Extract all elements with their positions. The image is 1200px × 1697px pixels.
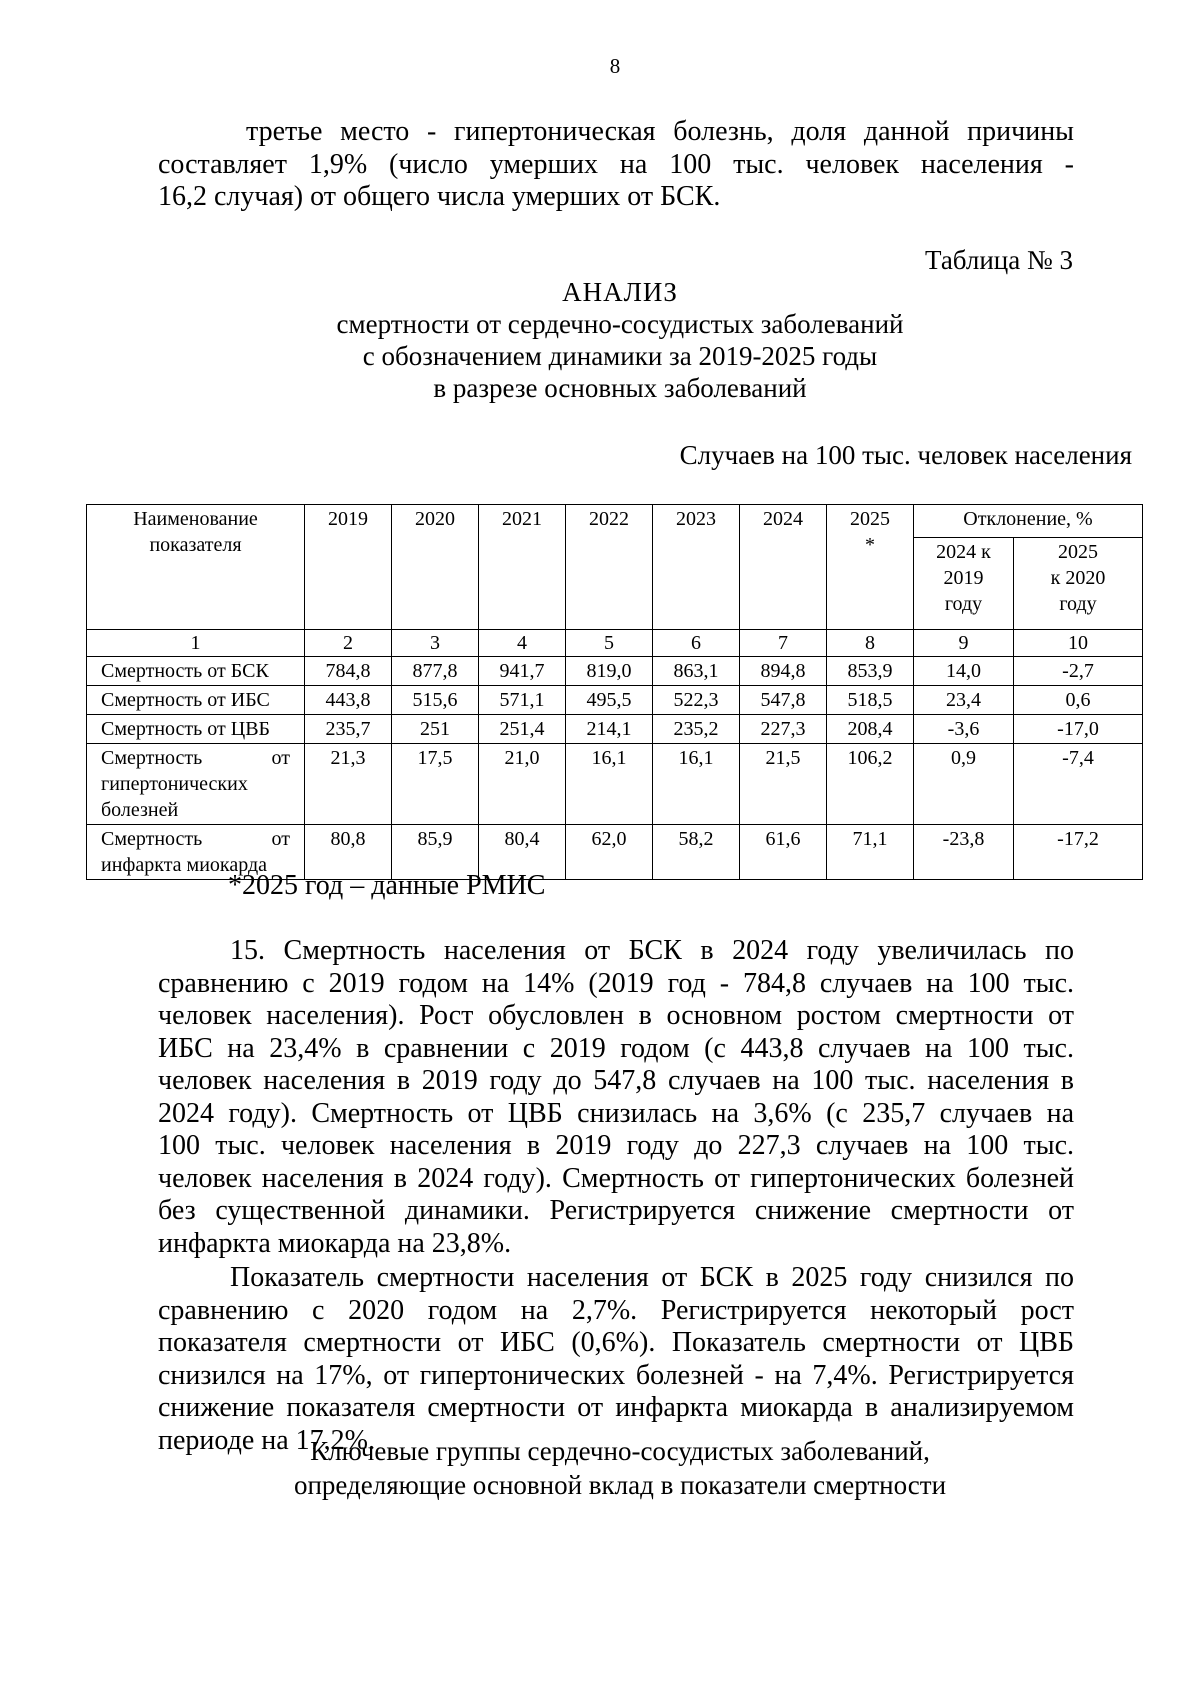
- footnote-mark: *: [865, 534, 875, 556]
- mortality-table: [86, 504, 1143, 880]
- text-line: 15. Смертность населения от БСК в 2024 году увеличилась по: [230, 935, 1074, 966]
- text-line: Показатель смертности населения от БСК в 2025 году снизился по: [230, 1262, 1074, 1293]
- table-cell: 61,6: [740, 825, 827, 880]
- header-text: году: [1059, 592, 1097, 615]
- text-line: третье место - гипертоническая болезнь, доля данной причины: [246, 116, 1074, 147]
- table-cell: 941,7: [479, 657, 566, 686]
- header-year: 2023: [653, 505, 740, 630]
- table-footnote: *2025 год – данные РМИС: [228, 870, 546, 901]
- text-line: ИБС на 23,4% в сравнении с 2019 годом (с 443,8 случаев на 100 тыс.: [158, 1032, 1074, 1064]
- table-cell: 85,9: [392, 825, 479, 880]
- column-number-row: [87, 630, 1143, 657]
- table-cell: 21,0: [479, 744, 566, 825]
- text-line: 16,2 случая) от общего числа умерших от БСК.: [158, 181, 721, 212]
- row-label-word: Смертность: [101, 747, 203, 769]
- table-row: [87, 744, 1143, 825]
- row-label-line: гипертонических: [101, 773, 248, 795]
- table-cell: 214,1: [566, 715, 653, 744]
- column-number: 9: [914, 630, 1014, 657]
- row-label-line: [101, 826, 290, 852]
- text-line: 2024 году). Смертность от ЦВБ снизилась на 3,6% (с 235,7 случаев на: [158, 1097, 1074, 1129]
- table-cell: -17,2: [1014, 825, 1143, 880]
- table-cell: 853,9: [827, 657, 914, 686]
- table-cell: 62,0: [566, 825, 653, 880]
- header-year: 2022: [566, 505, 653, 630]
- row-label: Смертность от ИБС: [87, 686, 305, 715]
- table-cell: -7,4: [1014, 744, 1143, 825]
- section-heading: [240, 1434, 1000, 1502]
- column-number: 1: [87, 630, 305, 657]
- header-text: Наименование: [133, 508, 258, 530]
- table-number: Таблица № 3: [925, 245, 1073, 275]
- text-line: человек населения в 2024 году). Смертность от гипертонических болезней: [158, 1162, 1074, 1194]
- text-line: сравнению с 2019 годом на 14% (2019 год - 784,8 случаев на 100 тыс.: [158, 967, 1074, 999]
- text-line: снизился на 17%, от гипертонических болезней - на 7,4%. Регистрируется: [158, 1359, 1074, 1391]
- table-title: [250, 276, 990, 404]
- column-number: 4: [479, 630, 566, 657]
- text-line: показателя смертности от ИБС (0,6%). Показатель смертности от ЦВБ: [158, 1327, 1074, 1358]
- table-cell: 58,2: [653, 825, 740, 880]
- column-number: 8: [827, 630, 914, 657]
- page-number: 8: [609, 54, 621, 78]
- row-label-line: инфаркта миокарда: [101, 854, 267, 876]
- table-row: [87, 715, 1143, 744]
- header-text: показателя: [149, 534, 242, 556]
- table-cell: -23,8: [914, 825, 1014, 880]
- table-cell: 16,1: [653, 744, 740, 825]
- header-indicator-name: [87, 505, 305, 630]
- table-cell: 877,8: [392, 657, 479, 686]
- header-text: 2019: [943, 566, 984, 589]
- table-cell: 21,3: [305, 744, 392, 825]
- table-row: [87, 686, 1143, 715]
- row-label: Смертность от ЦВБ: [87, 715, 305, 744]
- header-year-2025: [827, 505, 914, 630]
- column-number: 2: [305, 630, 392, 657]
- header-year: 2019: [305, 505, 392, 630]
- paragraph-15: [158, 935, 1074, 1260]
- text-line: снижение показателя смертности от инфаркта миокарда в анализируемом: [158, 1392, 1074, 1423]
- row-label-word: от: [271, 747, 290, 769]
- table-cell: 71,1: [827, 825, 914, 880]
- table-cell: 80,8: [305, 825, 392, 880]
- table-cell: 522,3: [653, 686, 740, 715]
- header-text: 2025: [1058, 540, 1098, 563]
- table-cell: 235,2: [653, 715, 740, 744]
- header-text: 2025: [850, 508, 890, 530]
- table-title-line: смертности от сердечно-сосудистых заболеваний: [336, 309, 904, 339]
- header-deviation: Отклонение, %: [914, 505, 1143, 538]
- table-cell: 14,0: [914, 657, 1014, 686]
- table-row: [87, 657, 1143, 686]
- row-label-word: от: [271, 828, 290, 850]
- header-text: к 2020: [1050, 566, 1106, 589]
- text-line: человек населения в 2019 году до 547,8 случаев на 100 тыс. населения в: [158, 1065, 1074, 1096]
- row-label-line: [101, 745, 290, 771]
- table-header-row: [87, 505, 1143, 538]
- column-number: 5: [566, 630, 653, 657]
- row-label: Смертность от БСК: [87, 657, 305, 686]
- header-year: 2024: [740, 505, 827, 630]
- row-label-line: болезней: [101, 799, 179, 821]
- table-cell: 784,8: [305, 657, 392, 686]
- table-cell: 17,5: [392, 744, 479, 825]
- table-cell: 571,1: [479, 686, 566, 715]
- section-heading-line: определяющие основной вклад в показатели смертности: [293, 1470, 947, 1500]
- table-cell: 443,8: [305, 686, 392, 715]
- text-line: без существенной динамики. Регистрируется снижение смертности от: [158, 1195, 1074, 1226]
- intro-paragraph: [158, 116, 1074, 214]
- row-label-word: Смертность: [101, 828, 203, 850]
- table-cell: 515,6: [392, 686, 479, 715]
- table-cell: 16,1: [566, 744, 653, 825]
- header-deviation-2024-2019: [914, 537, 1014, 629]
- table-cell: 0,9: [914, 744, 1014, 825]
- table-cell: 518,5: [827, 686, 914, 715]
- table-cell: 495,5: [566, 686, 653, 715]
- units-note: Случаев на 100 тыс. человек населения: [679, 440, 1132, 470]
- paragraph-16: [158, 1262, 1074, 1457]
- table-title-line: в разрезе основных заболеваний: [433, 373, 807, 403]
- table-cell: 251,4: [479, 715, 566, 744]
- text-line: сравнению с 2020 годом на 2,7%. Регистрируется некоторый рост: [158, 1294, 1074, 1326]
- header-text: году: [944, 592, 983, 615]
- column-number: 3: [392, 630, 479, 657]
- table-cell: 23,4: [914, 686, 1014, 715]
- table-cell: 0,6: [1014, 686, 1143, 715]
- column-number: 6: [653, 630, 740, 657]
- table-title-main: АНАЛИЗ: [562, 277, 678, 307]
- section-heading-line: Ключевые группы сердечно-сосудистых заболеваний,: [310, 1436, 930, 1466]
- header-text: 2024 к: [936, 540, 991, 563]
- table-cell: 21,5: [740, 744, 827, 825]
- header-year: 2021: [479, 505, 566, 630]
- table-title-line: с обозначением динамики за 2019-2025 годы: [362, 341, 878, 371]
- table-cell: -17,0: [1014, 715, 1143, 744]
- header-year: 2020: [392, 505, 479, 630]
- table-cell: 80,4: [479, 825, 566, 880]
- row-label: [87, 744, 305, 825]
- column-number: 7: [740, 630, 827, 657]
- table-cell: 208,4: [827, 715, 914, 744]
- text-line: составляет 1,9% (число умерших на 100 тыс. человек населения -: [158, 148, 1074, 180]
- table-cell: 251: [392, 715, 479, 744]
- text-line: инфаркта миокарда на 23,8%.: [158, 1227, 512, 1259]
- table-cell: 547,8: [740, 686, 827, 715]
- column-number: 10: [1014, 630, 1143, 657]
- table-cell: -2,7: [1014, 657, 1143, 686]
- text-line: 100 тыс. человек населения в 2019 году до 227,3 случаев на 100 тыс.: [158, 1130, 1074, 1161]
- table-cell: 894,8: [740, 657, 827, 686]
- table-cell: 227,3: [740, 715, 827, 744]
- header-deviation-2025-2020: [1014, 537, 1143, 629]
- table-cell: 235,7: [305, 715, 392, 744]
- text-line: человек населения). Рост обусловлен в основном ростом смертности от: [158, 1000, 1074, 1031]
- table-cell: 819,0: [566, 657, 653, 686]
- table-cell: -3,6: [914, 715, 1014, 744]
- table-cell: 106,2: [827, 744, 914, 825]
- text-line: периоде на 17,2%.: [158, 1424, 375, 1456]
- table-cell: 863,1: [653, 657, 740, 686]
